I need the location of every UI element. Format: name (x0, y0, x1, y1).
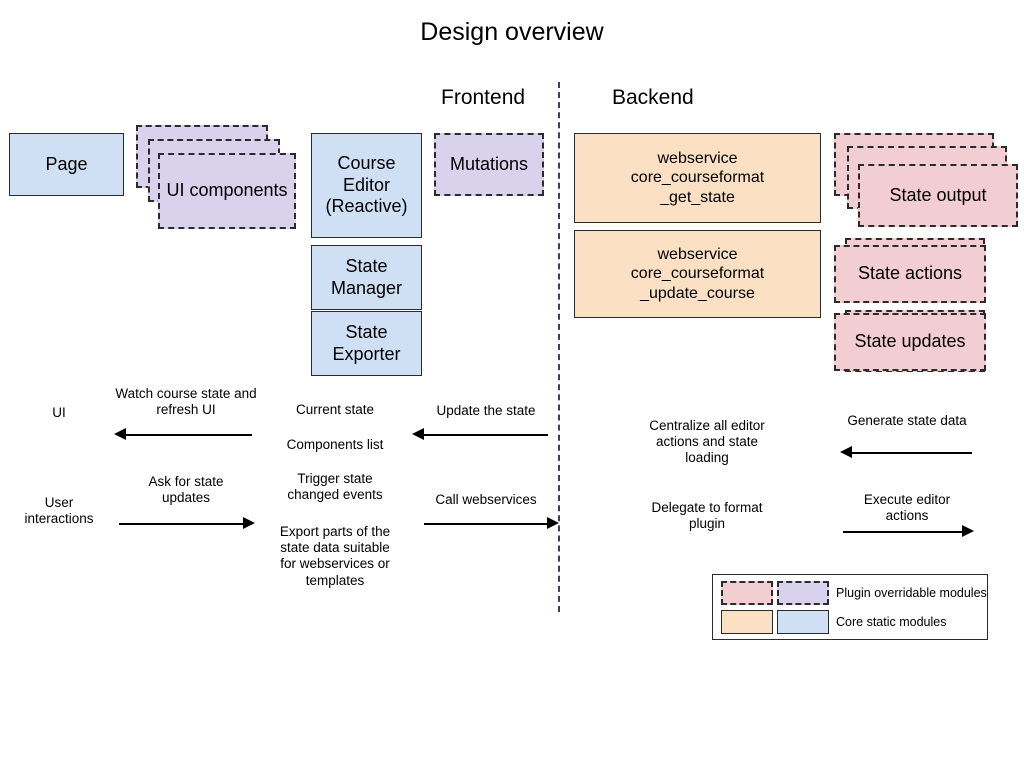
arrow-line-call-webservices (424, 523, 548, 525)
section-label-frontend: Frontend (441, 86, 526, 109)
arrow-line-watch-state (126, 434, 252, 436)
label-export-parts: Export parts of the state data suitable for webservices or templates (279, 524, 391, 588)
label-current-state: Current state (295, 402, 375, 417)
frontend-backend-divider (558, 82, 560, 612)
label-update-the-state: Update the state (436, 403, 536, 418)
legend-swatch-blue-solid (777, 610, 829, 634)
label-centralize: Centralize all editor actions and state loading (649, 418, 765, 466)
arrow-line-ask-state-updates (119, 523, 244, 525)
legend-label-core-static: Core static modules (836, 615, 947, 629)
box-webservice-update-course (574, 230, 821, 318)
label-watch-course-state: Watch course state and refresh UI (115, 386, 257, 418)
label-ui: UI (52, 405, 66, 420)
arrow-head-execute-editor-actions (962, 525, 974, 537)
box-state-manager: State Manager (311, 245, 422, 310)
box-ui-components: UI components (158, 153, 296, 229)
legend-swatch-orange-solid (721, 610, 773, 634)
arrow-head-generate-state-data (840, 446, 852, 458)
arrow-line-generate-state-data (852, 452, 972, 454)
arrow-line-execute-editor-actions (843, 531, 963, 533)
label-execute-editor-actions: Execute editor actions (863, 492, 951, 524)
page-title: Design overview (420, 18, 604, 46)
box-state-exporter: State Exporter (311, 311, 422, 376)
box-state-output: State output (858, 164, 1018, 227)
arrow-head-watch-state (114, 428, 126, 440)
get-state-line-3: _get_state (660, 188, 735, 206)
legend-label-plugin-overridable: Plugin overridable modules (836, 586, 987, 600)
label-components-list: Components list (286, 437, 384, 452)
label-ask-for-state-updates: Ask for state updates (148, 474, 224, 506)
box-course-editor: Course Editor (Reactive) (311, 133, 422, 238)
legend-swatch-purple-dashed (777, 581, 829, 605)
update-course-line-2: core_courseformat (630, 265, 765, 283)
box-mutations: Mutations (434, 133, 544, 196)
label-trigger-state-changed: Trigger state changed events (287, 471, 383, 503)
box-state-updates: State updates (834, 313, 986, 371)
arrow-line-update-state (424, 434, 548, 436)
update-course-line-3: _update_course (640, 284, 755, 302)
label-generate-state-data: Generate state data (847, 413, 967, 428)
section-label-backend: Backend (612, 86, 694, 109)
label-user-interactions: User interactions (24, 495, 94, 527)
legend-swatch-pink-dashed (721, 581, 773, 605)
arrow-head-call-webservices (547, 517, 559, 529)
box-page: Page (9, 133, 124, 196)
label-delegate: Delegate to format plugin (651, 500, 763, 532)
box-state-actions: State actions (834, 245, 986, 303)
arrow-head-ask-state-updates (243, 517, 255, 529)
get-state-line-1: webservice (657, 150, 738, 168)
label-call-webservices: Call webservices (435, 492, 537, 507)
box-webservice-get-state (574, 133, 821, 223)
update-course-line-1: webservice (657, 246, 738, 264)
arrow-head-update-state (412, 428, 424, 440)
get-state-line-2: core_courseformat (630, 169, 765, 187)
